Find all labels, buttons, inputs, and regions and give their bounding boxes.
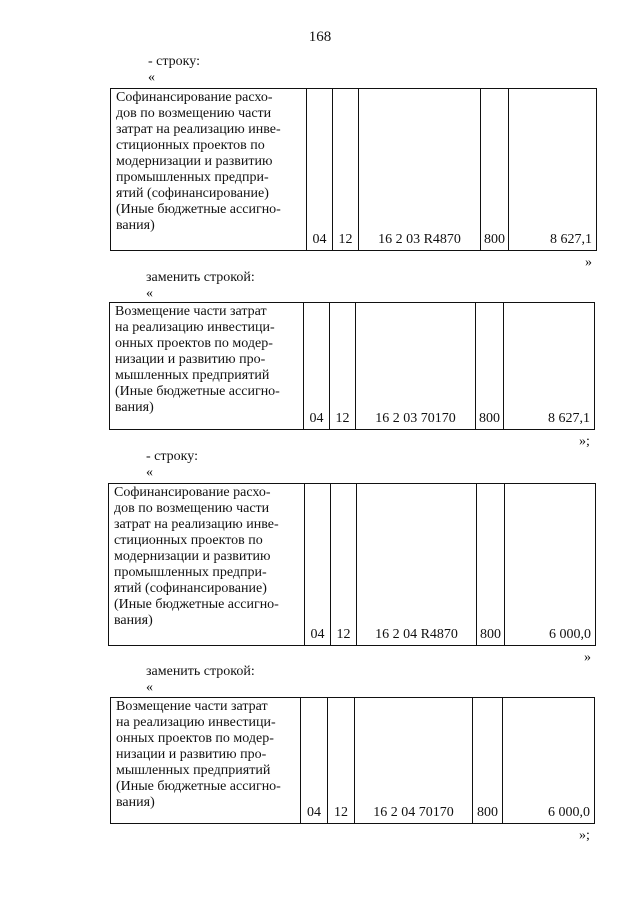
description-line: затрат на реализацию инве-: [116, 122, 281, 137]
table-row: [111, 698, 595, 824]
table-row: [109, 484, 596, 646]
description-line: вания): [116, 795, 155, 810]
description-line: Возмещение части затрат: [115, 304, 267, 319]
expense-type-cell: 800: [477, 484, 505, 646]
open-quote: «: [146, 465, 153, 480]
description-line: Софинансирование расхо-: [114, 485, 271, 500]
target-code-cell: 16 2 03 70170: [356, 303, 476, 430]
description-line: вания): [115, 400, 154, 415]
subsection-code-cell: 12: [333, 89, 359, 251]
subsection-code-cell: 12: [331, 484, 357, 646]
target-code-cell: 16 2 04 R4870: [357, 484, 477, 646]
amount-cell: 6 000,0: [505, 484, 596, 646]
section-code-cell: 04: [304, 303, 330, 430]
description-line: затрат на реализацию инве-: [114, 517, 279, 532]
page-number: 168: [308, 29, 332, 45]
description-line: онных проектов по модер-: [115, 336, 273, 351]
row-description: [110, 303, 304, 430]
description-line: на реализацию инвестици-: [115, 320, 275, 335]
description-line: вания): [114, 613, 153, 628]
description-line: промышленных предпри-: [114, 565, 267, 580]
close-quote: »;: [579, 434, 590, 449]
budget-row-table: [108, 483, 596, 646]
open-quote: «: [146, 286, 153, 301]
row-description: [111, 698, 301, 824]
description-line: мышленных предприятий: [116, 763, 271, 778]
expense-type-cell: 800: [476, 303, 504, 430]
description-line: вания): [116, 218, 155, 233]
description-line: Возмещение части затрат: [116, 699, 268, 714]
budget-row-table: [109, 302, 595, 430]
section-intro: заменить строкой:: [146, 270, 255, 285]
amount-cell: 8 627,1: [504, 303, 595, 430]
close-quote: »: [584, 650, 591, 665]
close-quote: »: [585, 255, 592, 270]
description-line: низации и развитию про-: [115, 352, 266, 367]
description-line: стиционных проектов по: [116, 138, 265, 153]
row-description: [111, 89, 307, 251]
table-row: [111, 89, 597, 251]
description-line: модернизации и развитию: [114, 549, 271, 564]
budget-row-table: [110, 697, 595, 824]
open-quote: «: [148, 70, 155, 85]
open-quote: «: [146, 680, 153, 695]
section-intro: - строку:: [148, 54, 200, 69]
target-code-cell: 16 2 03 R4870: [359, 89, 481, 251]
target-code-cell: 16 2 04 70170: [355, 698, 473, 824]
section-code-cell: 04: [301, 698, 328, 824]
description-line: (Иные бюджетные ассигно-: [116, 779, 281, 794]
description-line: низации и развитию про-: [116, 747, 267, 762]
row-description: [109, 484, 305, 646]
section-code-cell: 04: [305, 484, 331, 646]
table-row: [110, 303, 595, 430]
description-line: дов по возмещению части: [116, 106, 272, 121]
section-intro: - строку:: [146, 449, 198, 464]
description-line: модернизации и развитию: [116, 154, 273, 169]
section-intro: заменить строкой:: [146, 664, 255, 679]
description-line: ятий (софинансирование): [114, 581, 267, 596]
section-code-cell: 04: [307, 89, 333, 251]
description-line: (Иные бюджетные ассигно-: [115, 384, 280, 399]
description-line: Софинансирование расхо-: [116, 90, 273, 105]
description-line: дов по возмещению части: [114, 501, 270, 516]
description-line: онных проектов по модер-: [116, 731, 274, 746]
description-line: промышленных предпри-: [116, 170, 269, 185]
description-line: на реализацию инвестици-: [116, 715, 276, 730]
description-line: (Иные бюджетные ассигно-: [114, 597, 279, 612]
amount-cell: 8 627,1: [509, 89, 597, 251]
expense-type-cell: 800: [481, 89, 509, 251]
expense-type-cell: 800: [473, 698, 503, 824]
budget-row-table: [110, 88, 597, 251]
close-quote: »;: [579, 828, 590, 843]
subsection-code-cell: 12: [328, 698, 355, 824]
description-line: (Иные бюджетные ассигно-: [116, 202, 281, 217]
description-line: стиционных проектов по: [114, 533, 263, 548]
description-line: ятий (софинансирование): [116, 186, 269, 201]
amount-cell: 6 000,0: [503, 698, 595, 824]
description-line: мышленных предприятий: [115, 368, 270, 383]
subsection-code-cell: 12: [330, 303, 356, 430]
